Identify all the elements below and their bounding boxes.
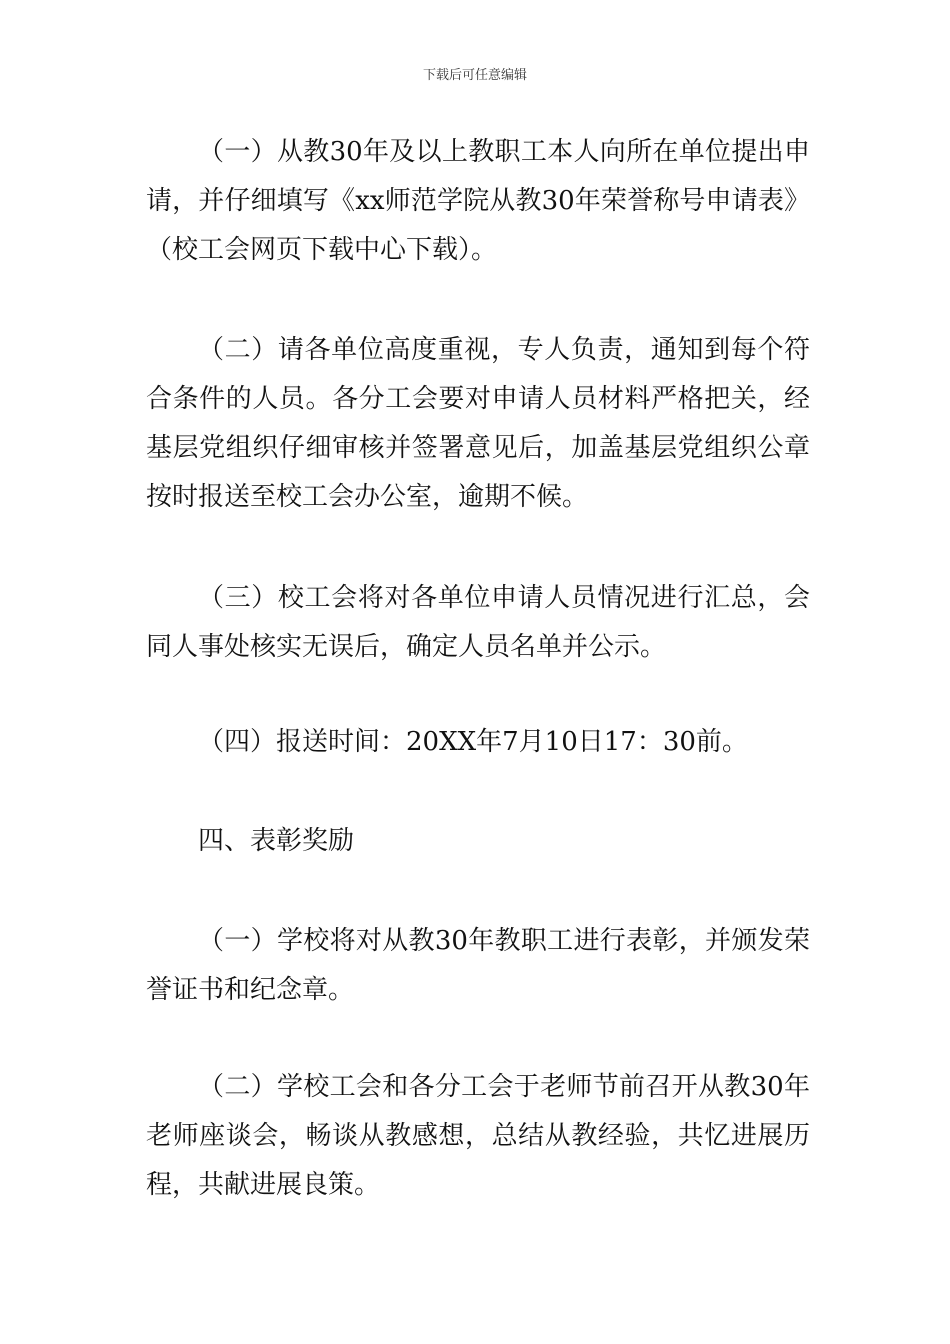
paragraph-symposium: （二）学校工会和各分工会于老师节前召开从教30年老师座谈会，畅谈从教感想，总结从教经验，共忆进展历程，共献进展良策。 [146, 1072, 810, 1200]
paragraph-deadline: （四）报送时间：20XX年7月10日17：30前。 [198, 727, 748, 757]
page-header: 下载后可任意编辑 [422, 68, 527, 83]
paragraph-summary-publicity: （三）校工会将对各单位申请人员情况进行汇总，会同人事处核实无误后，确定人员名单并公示。 [146, 583, 810, 662]
document-body [146, 128, 810, 1210]
paragraph-unit-review: （二）请各单位高度重视，专人负责，通知到每个符合条件的人员。各分工会要对申请人员材料严格把关，经基层党组织仔细审核并签署意见后，加盖基层党组织公章按时报送至校工会办公室，逾期不候。 [146, 335, 810, 512]
paragraph-commendation: （一）学校将对从教30年教职工进行表彰，并颁发荣誉证书和纪念章。 [146, 926, 810, 1005]
section-heading-awards: 四、表彰奖励 [198, 826, 355, 856]
paragraph-application-submission: （一）从教30年及以上教职工本人向所在单位提出申请，并仔细填写《xx师范学院从教30年荣誉称号申请表》（校工会网页下载中心下载）。 [146, 137, 810, 265]
